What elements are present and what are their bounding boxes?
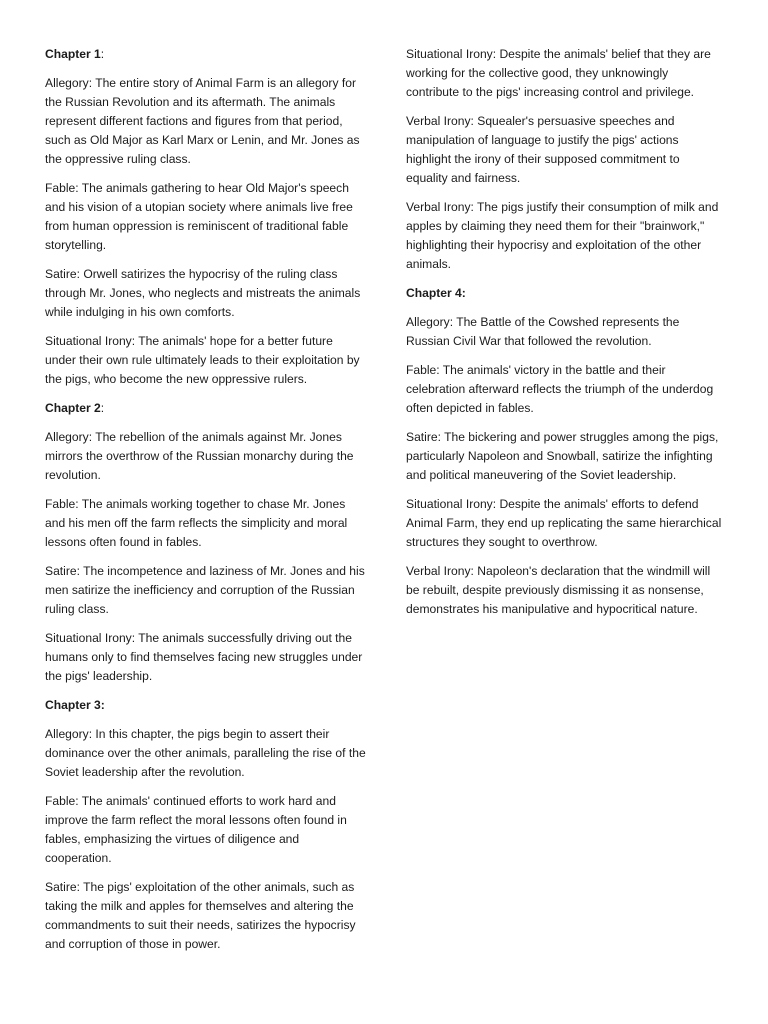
chapter-2-allegory: Allegory: The rebellion of the animals against Mr. Jones mirrors the overthrow of the Russian monarchy during the revolution.	[45, 430, 354, 482]
chapter-2-colon: :	[100, 401, 105, 415]
chapter-1-allegory: Allegory: The entire story of Animal Farm is an allegory for the Russian Revolution and its aftermath. The animals represent different factions and figures from that period, such as Old Major as Karl Marx or Lenin, and Mr. Jones as the oppressive ruling class.	[45, 76, 360, 166]
chapter-1-fable: Fable: The animals gathering to hear Old Major's speech and his vision of a utopian society where animals live free from human oppression is reminiscent of traditional fable storytelling.	[45, 181, 353, 252]
chapter-3-allegory: Allegory: In this chapter, the pigs begin to assert their dominance over the other animals, paralleling the rise of the Soviet leadership after the revolution.	[45, 727, 366, 779]
chapter-3-situational-irony: Situational Irony: Despite the animals' belief that they are working for the collective good, they unknowingly contribute to the pigs' increasing control and privilege.	[406, 47, 711, 99]
chapter-3-heading	[45, 696, 367, 715]
chapter-1-title: Chapter 1	[45, 47, 101, 61]
left-column	[45, 45, 367, 964]
chapter-1-heading	[45, 45, 367, 64]
chapter-1-situational-irony: Situational Irony: The animals' hope for a better future under their own rule ultimately leads to their exploitation by the pigs, who become the new oppressive rulers.	[45, 334, 360, 386]
chapter-3-verbal-irony-squealer: Verbal Irony: Squealer's persuasive speeches and manipulation of language to justify the pigs' actions highlight the irony of their supposed commitment to equality and fairness.	[406, 114, 680, 185]
chapter-4-fable: Fable: The animals' victory in the battle and their celebration afterward reflects the triumph of the underdog often depicted in fables.	[406, 363, 714, 415]
chapter-2-satire: Satire: The incompetence and laziness of Mr. Jones and his men satirize the inefficiency and corruption of the Russian ruling class.	[45, 564, 365, 616]
chapter-3-satire: Satire: The pigs' exploitation of the other animals, such as taking the milk and apples for themselves and altering the commandments to suit their needs, satirizes the hypocrisy and corruption of those in power.	[45, 880, 356, 951]
chapter-4-heading	[406, 284, 724, 303]
chapter-1-satire: Satire: Orwell satirizes the hypocrisy of the ruling class through Mr. Jones, who neglects and mistreats the animals while indulging in his own comforts.	[45, 267, 361, 319]
chapter-4-situational-irony: Situational Irony: Despite the animals' efforts to defend Animal Farm, they end up replicating the same hierarchical structures they sought to overthrow.	[406, 497, 722, 549]
chapter-1-colon: :	[100, 47, 105, 61]
chapter-2-title: Chapter 2	[45, 401, 101, 415]
chapter-2-situational-irony: Situational Irony: The animals successfully driving out the humans only to find themselves facing new struggles under the pigs' leadership.	[45, 631, 363, 683]
chapter-4-verbal-irony: Verbal Irony: Napoleon's declaration that the windmill will be rebuilt, despite previously dismissing it as nonsense, demonstrates his manipulative and hypocritical nature.	[406, 564, 711, 616]
chapter-4-satire: Satire: The bickering and power struggles among the pigs, particularly Napoleon and Snowball, satirize the infighting and political maneuvering of the Soviet leadership.	[406, 430, 719, 482]
chapter-3-title: Chapter 3:	[45, 698, 105, 712]
chapter-2-heading	[45, 399, 367, 418]
chapter-3-fable: Fable: The animals' continued efforts to work hard and improve the farm reflect the moral lessons often found in fables, emphasizing the virtues of diligence and cooperation.	[45, 794, 347, 865]
chapter-2-fable: Fable: The animals working together to chase Mr. Jones and his men off the farm reflects the simplicity and moral lessons often found in fables.	[45, 497, 348, 549]
right-column	[406, 45, 724, 629]
chapter-4-allegory: Allegory: The Battle of the Cowshed represents the Russian Civil War that followed the revolution.	[406, 315, 680, 348]
chapter-4-title: Chapter 4:	[406, 286, 466, 300]
chapter-3-verbal-irony-brainwork: Verbal Irony: The pigs justify their consumption of milk and apples by claiming they need them for their "brainwork," highlighting their hypocrisy and exploitation of the other animals.	[406, 200, 719, 271]
